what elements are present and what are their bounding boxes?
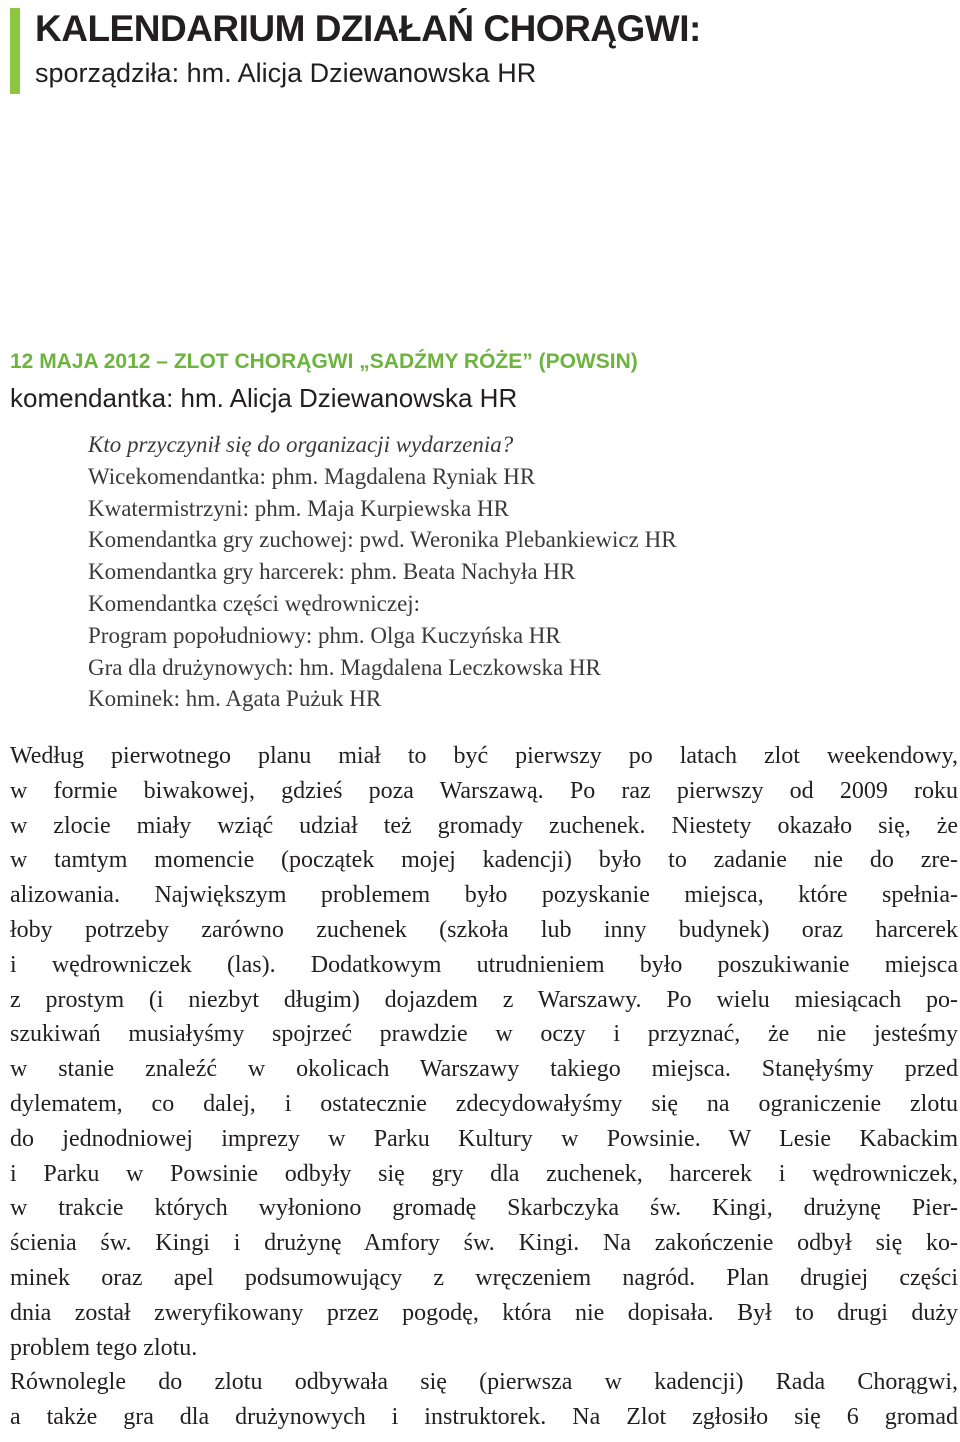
organizer-line: Kwatermistrzyni: phm. Maja Kurpiewska HR — [88, 495, 509, 521]
text-line: szukiwań musiałyśmy spojrzeć prawdzie w oczy i przyznać, że nie jesteśmy — [10, 1021, 958, 1048]
body-paragraph — [10, 739, 958, 1365]
organizer-line: Kominek: hm. Agata Pużuk HR — [88, 686, 382, 712]
text-line: Według pierwotnego planu miał to być pierwszy po latach zlot weekendowy, — [10, 743, 958, 769]
organizer-line: Wicekomendantka: phm. Magdalena Ryniak HR — [88, 463, 536, 489]
text-line: w stanie znaleźć w okolicach Warszawy takiego miejsca. Stanęłyśmy przed — [10, 1056, 958, 1083]
organizers-list — [88, 429, 948, 715]
text-line: Równolegle do zlotu odbywała się (pierwsza w kadencji) Rada Chorągwi, — [10, 1369, 958, 1396]
text-line: a także gra dla drużynowych i instruktorek. Na Zlot zgłosiło się 6 gromad — [10, 1404, 958, 1431]
page-header — [10, 6, 910, 94]
page-title: KALENDARIUM DZIAŁAŃ CHORĄGWI: — [35, 8, 701, 49]
text-line: z prostym (i niezbyt długim) dojazdem z Warszawy. Po wielu miesiącach po- — [10, 986, 958, 1013]
event-title: 12 MAJA 2012 – ZLOT CHORĄGWI „SADŹMY RÓŻE” (POWSIN) — [10, 350, 638, 373]
text-line: problem tego zlotu. — [10, 1334, 198, 1361]
organizer-line: Komendantka gry zuchowej: pwd. Weronika Plebankiewicz HR — [88, 527, 677, 553]
text-line: w tamtym momencie (początek mojej kadencji) było to zadanie nie do zre- — [10, 847, 958, 874]
organizer-line: Komendantka części wędrowniczej: — [88, 590, 421, 616]
text-line: i Parku w Powsinie odbyły się gry dla zuchenek, harcerek i wędrowniczek, — [10, 1160, 958, 1187]
event-commander: komendantka: hm. Alicja Dziewanowska HR — [10, 383, 518, 413]
organizer-line: Gra dla drużynowych: hm. Magdalena Leczkowska HR — [88, 654, 601, 680]
page-author: sporządziła: hm. Alicja Dziewanowska HR — [35, 58, 537, 88]
text-line: łoby potrzeby zarówno zuchenek (szkoła lub inny budynek) oraz harcerek — [10, 916, 958, 943]
text-line: i wędrowniczek (las). Dodatkowym utrudnieniem było poszukiwanie miejsca — [10, 951, 958, 978]
body-paragraph — [10, 1365, 958, 1435]
header-accent-bar — [10, 8, 20, 94]
organizer-line: Komendantka gry harcerek: phm. Beata Nachyła HR — [88, 559, 576, 585]
organizer-line: Program popołudniowy: phm. Olga Kuczyńska HR — [88, 622, 561, 648]
text-line: w trakcie których wyłoniono gromadę Skarbczyka św. Kingi, drużynę Pier- — [10, 1195, 958, 1222]
text-line: dylematem, co dalej, i ostatecznie zdecydowałyśmy się na ograniczenie zlotu — [10, 1090, 958, 1117]
organizers-question: Kto przyczynił się do organizacji wydarzenia? — [88, 432, 514, 457]
text-line: dnia został zweryfikowany przez pogodę, która nie dopisała. Był to drugi duży — [10, 1299, 958, 1326]
text-line: do jednodniowej imprezy w Parku Kultury w Powsinie. W Lesie Kabackim — [10, 1125, 958, 1152]
text-line: minek oraz apel podsumowujący z wręczeniem nagród. Plan drugiej części — [10, 1264, 958, 1291]
text-line: ścienia św. Kingi i drużynę Amfory św. Kingi. Na zakończenie odbył się ko- — [10, 1230, 958, 1257]
text-line: w zlocie miały wziąć udział też gromady zuchenek. Niestety okazało się, że — [10, 812, 958, 839]
text-line: w formie biwakowej, gdzieś poza Warszawą. Po raz pierwszy od 2009 roku — [10, 777, 958, 804]
text-line: alizowania. Największym problemem było pozyskanie miejsca, które spełnia- — [10, 882, 958, 909]
article-body — [10, 739, 958, 1435]
